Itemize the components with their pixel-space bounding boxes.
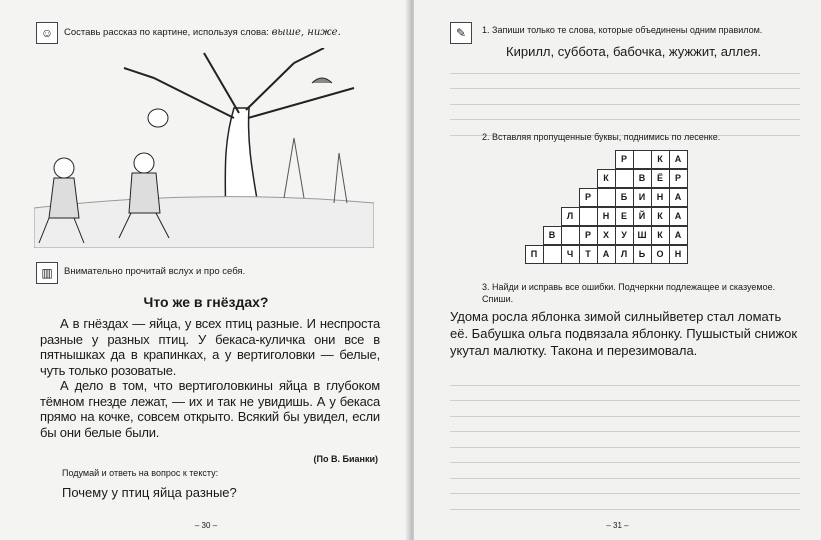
ladder-blank-cell[interactable]	[579, 207, 598, 226]
ex1-instruction: 1. Запиши только те слова, которые объединены одним правилом.	[482, 25, 763, 35]
ladder-cell: Р	[615, 150, 634, 169]
ladder-row	[525, 226, 687, 245]
ladder-cell: Л	[615, 245, 634, 264]
task1-instruction	[64, 27, 341, 38]
ladder-cell: Н	[669, 245, 688, 264]
ladder-cell: К	[597, 169, 616, 188]
task-words: выше, ниже.	[271, 27, 341, 38]
ladder-cell: Т	[579, 245, 598, 264]
ladder-cell: Л	[561, 207, 580, 226]
ladder-cell: Й	[633, 207, 652, 226]
ladder-cell: А	[669, 150, 688, 169]
ladder-cell: Б	[615, 188, 634, 207]
ladder-cell: Ч	[561, 245, 580, 264]
ladder-cell: Ь	[633, 245, 652, 264]
ladder-blank-cell[interactable]	[615, 169, 634, 188]
story-text	[40, 316, 380, 440]
ladder-cell: Н	[597, 207, 616, 226]
ladder-cell: А	[669, 226, 688, 245]
pen-icon: ✎	[450, 22, 472, 44]
ladder-cell: Р	[579, 188, 598, 207]
book-icon: ▥	[36, 262, 58, 284]
right-page	[414, 0, 821, 540]
ladder-cell: К	[651, 207, 670, 226]
ladder-blank-cell[interactable]	[597, 188, 616, 207]
ladder-cell: А	[597, 245, 616, 264]
ladder-cell: И	[633, 188, 652, 207]
ladder-row	[525, 207, 687, 226]
ladder-cell: Е	[615, 207, 634, 226]
ladder-cell: К	[651, 150, 670, 169]
ladder-cell: У	[615, 226, 634, 245]
ladder-blank-cell[interactable]	[543, 245, 562, 264]
ex3-instruction: 3. Найди и исправь все ошибки. Подчеркни подлежащее и сказуемое. Спиши.	[482, 282, 776, 304]
ladder-row	[525, 188, 687, 207]
ex3-text: Удома росла яблонка зимой силныйветер стал ломать её. Бабушка ольга подвязала яблонку. Пушыстый снижок укутал малютку. Такона и перезимовала.	[450, 309, 798, 358]
ladder-cell: А	[669, 188, 688, 207]
ladder-cell: К	[651, 226, 670, 245]
ladder-cell: Х	[597, 226, 616, 245]
ex1-words: Кирилл, суббота, бабочка, жужжит, аллея.	[506, 44, 762, 59]
ladder-cell: Ё	[651, 169, 670, 188]
ladder-cell: О	[651, 245, 670, 264]
writing-lines	[450, 58, 800, 136]
ladder-row	[525, 169, 687, 188]
ladder-cell: В	[543, 226, 562, 245]
illustration-children-tree	[34, 48, 374, 248]
ladder-cell: Ш	[633, 226, 652, 245]
question-prompt: Подумай и ответь на вопрос к тексту:	[62, 468, 219, 478]
ex2-instruction: 2. Вставляя пропущенные буквы, поднимись по лесенке.	[482, 132, 721, 142]
task2-instruction: Внимательно прочитай вслух и про себя.	[64, 266, 246, 277]
story-title: Что же в гнёздах?	[143, 294, 269, 310]
ladder-cell: Р	[669, 169, 688, 188]
ladder-row	[525, 150, 687, 169]
instruction-text: Составь рассказ по картине, используя слова:	[64, 27, 269, 38]
question: Почему у птиц яйца разные?	[62, 485, 237, 500]
writing-lines	[450, 370, 800, 510]
ladder-cell: А	[669, 207, 688, 226]
ladder-cell: Р	[579, 226, 598, 245]
letter-ladder	[525, 150, 687, 264]
paragraph: А в гнёздах — яйца, у всех птиц разные. И неспроста разные у разных птиц. У бекаса-куличка они все в пятнышках да в крапинках, а у вертиголовки — белые, чуть только розоватые.	[40, 316, 380, 378]
author: (По В. Бианки)	[313, 454, 378, 464]
page-number: – 31 –	[606, 521, 629, 530]
pencil-person-icon: ☺	[36, 22, 58, 44]
page-number: – 30 –	[194, 521, 218, 530]
ladder-blank-cell[interactable]	[633, 150, 652, 169]
ladder-cell: В	[633, 169, 652, 188]
ladder-cell: Н	[651, 188, 670, 207]
ladder-cell: П	[525, 245, 544, 264]
paragraph: А дело в том, что вертиголовкины яйца в глубоком тёмном гнезде лежат, — их и так не увидишь. А у бекаса прямо на кочке, совсем открыто. Всякий бы увидел, если бы они белые были.	[40, 378, 380, 440]
ladder-row	[525, 245, 687, 264]
ladder-blank-cell[interactable]	[561, 226, 580, 245]
